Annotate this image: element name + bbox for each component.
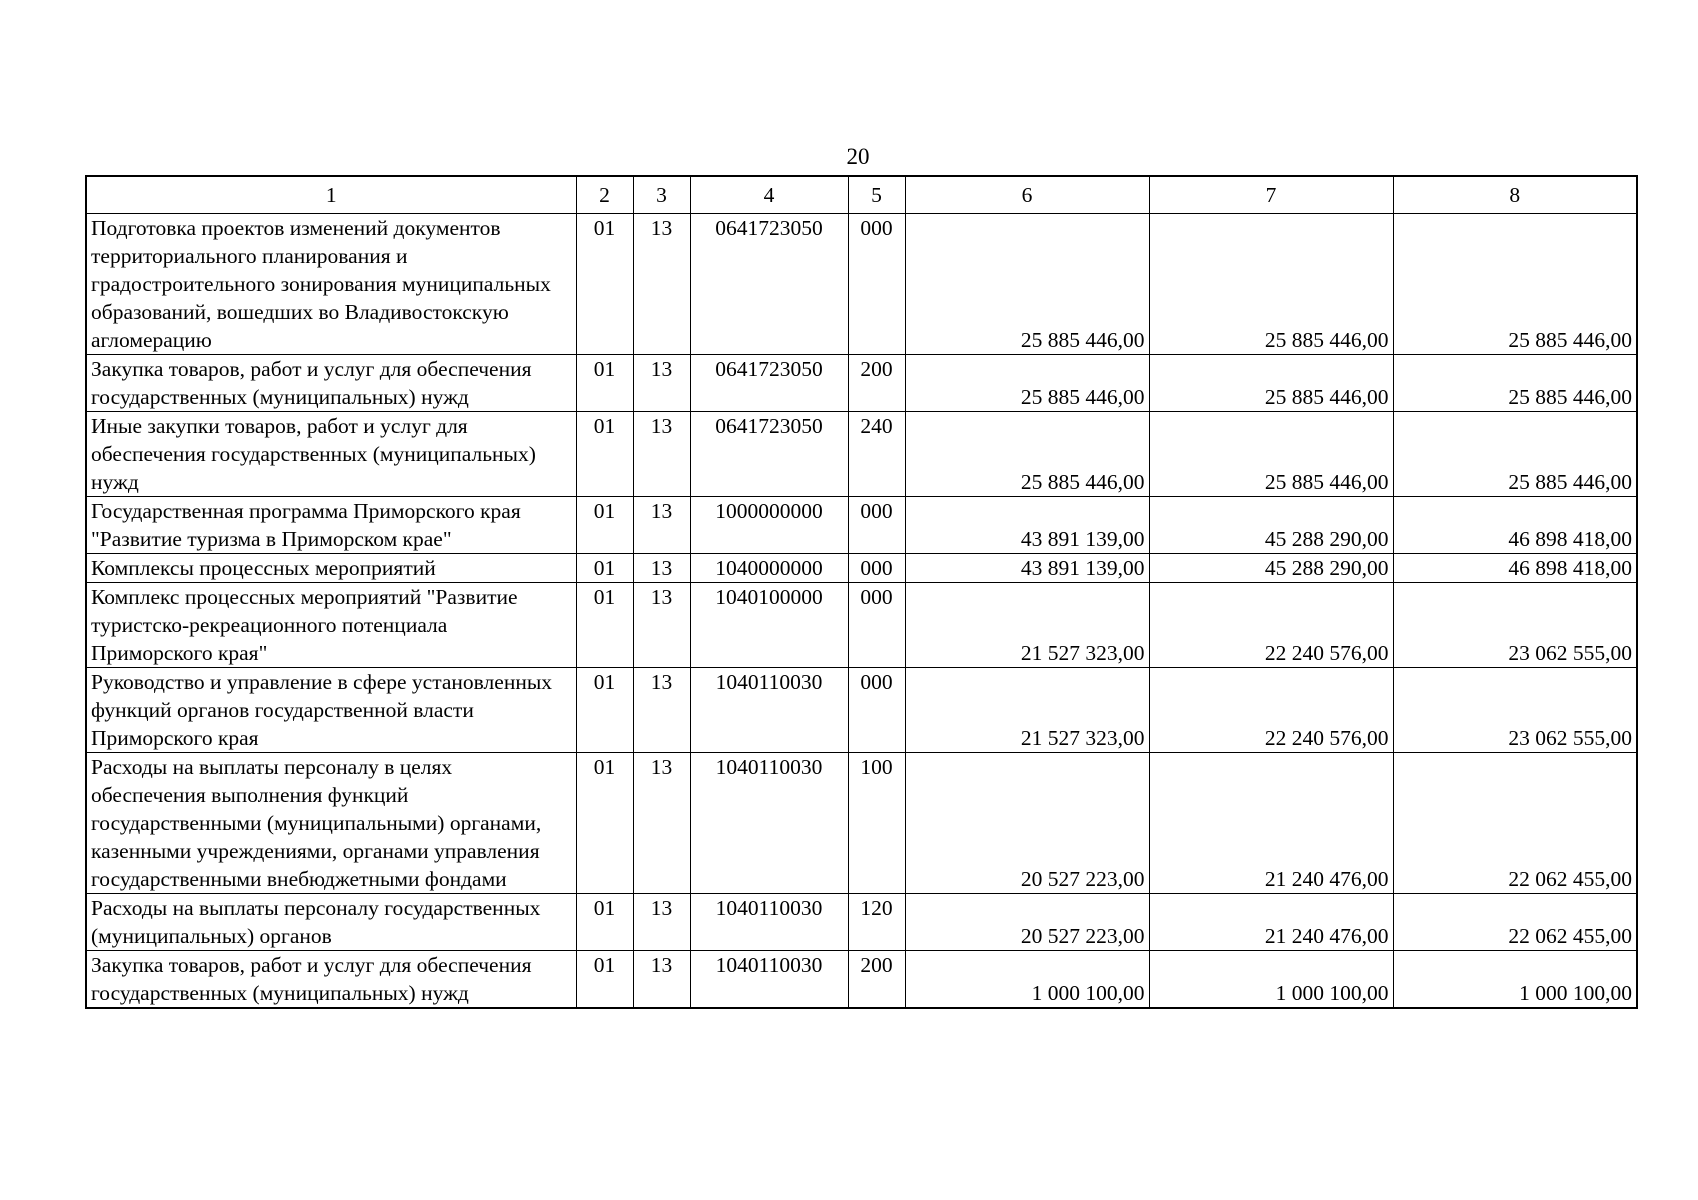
expense-name-cell: Расходы на выплаты персоналу государственных (муниципальных) органов <box>86 894 576 951</box>
chapter-code-cell: 01 <box>576 894 633 951</box>
subsection-code-cell: 13 <box>633 554 690 583</box>
amount-col8-cell: 23 062 555,00 <box>1393 583 1637 668</box>
amount-col7-cell: 25 885 446,00 <box>1149 214 1393 355</box>
expense-name-cell: Комплексы процессных мероприятий <box>86 554 576 583</box>
amount-col7-cell: 25 885 446,00 <box>1149 355 1393 412</box>
chapter-code-cell: 01 <box>576 753 633 894</box>
column-header-4: 4 <box>690 176 848 214</box>
subsection-code-cell: 13 <box>633 894 690 951</box>
expense-type-cell: 000 <box>848 583 905 668</box>
column-header-5: 5 <box>848 176 905 214</box>
chapter-code-cell: 01 <box>576 668 633 753</box>
chapter-code-cell: 01 <box>576 355 633 412</box>
expense-name-cell: Закупка товаров, работ и услуг для обеспечения государственных (муниципальных) нужд <box>86 355 576 412</box>
expense-type-cell: 000 <box>848 668 905 753</box>
target-article-cell: 0641723050 <box>690 412 848 497</box>
column-header-6: 6 <box>905 176 1149 214</box>
expense-name-cell: Руководство и управление в сфере установленных функций органов государственной власти Приморского края <box>86 668 576 753</box>
column-header-3: 3 <box>633 176 690 214</box>
page-number: 20 <box>846 144 870 169</box>
chapter-code-cell: 01 <box>576 412 633 497</box>
amount-col6-cell: 20 527 223,00 <box>905 753 1149 894</box>
expense-name-cell: Государственная программа Приморского края "Развитие туризма в Приморском крае" <box>86 497 576 554</box>
column-header-1: 1 <box>86 176 576 214</box>
chapter-code-cell: 01 <box>576 554 633 583</box>
amount-col8-cell: 22 062 455,00 <box>1393 753 1637 894</box>
amount-col6-cell: 43 891 139,00 <box>905 497 1149 554</box>
subsection-code-cell: 13 <box>633 355 690 412</box>
amount-col8-cell: 46 898 418,00 <box>1393 497 1637 554</box>
expense-type-cell: 000 <box>848 497 905 554</box>
target-article-cell: 1040000000 <box>690 554 848 583</box>
table-row <box>86 214 1637 355</box>
subsection-code-cell: 13 <box>633 668 690 753</box>
subsection-code-cell: 13 <box>633 214 690 355</box>
expense-type-cell: 100 <box>848 753 905 894</box>
expense-type-cell: 200 <box>848 355 905 412</box>
target-article-cell: 0641723050 <box>690 355 848 412</box>
target-article-cell: 1040110030 <box>690 753 848 894</box>
expense-type-cell: 000 <box>848 554 905 583</box>
table-header-row <box>86 176 1637 214</box>
amount-col7-cell: 21 240 476,00 <box>1149 753 1393 894</box>
expense-type-cell: 120 <box>848 894 905 951</box>
amount-col7-cell: 1 000 100,00 <box>1149 951 1393 1009</box>
budget-table <box>85 175 1638 1009</box>
amount-col7-cell: 22 240 576,00 <box>1149 583 1393 668</box>
expense-name-cell: Иные закупки товаров, работ и услуг для обеспечения государственных (муниципальных) нужд <box>86 412 576 497</box>
table-row <box>86 554 1637 583</box>
table-row <box>86 412 1637 497</box>
chapter-code-cell: 01 <box>576 951 633 1009</box>
column-header-2: 2 <box>576 176 633 214</box>
amount-col7-cell: 45 288 290,00 <box>1149 554 1393 583</box>
amount-col8-cell: 46 898 418,00 <box>1393 554 1637 583</box>
amount-col8-cell: 25 885 446,00 <box>1393 412 1637 497</box>
amount-col7-cell: 25 885 446,00 <box>1149 412 1393 497</box>
expense-name-cell: Закупка товаров, работ и услуг для обеспечения государственных (муниципальных) нужд <box>86 951 576 1009</box>
target-article-cell: 1040100000 <box>690 583 848 668</box>
table-row <box>86 583 1637 668</box>
chapter-code-cell: 01 <box>576 583 633 668</box>
subsection-code-cell: 13 <box>633 412 690 497</box>
target-article-cell: 1040110030 <box>690 668 848 753</box>
target-article-cell: 1040110030 <box>690 951 848 1009</box>
subsection-code-cell: 13 <box>633 497 690 554</box>
amount-col7-cell: 22 240 576,00 <box>1149 668 1393 753</box>
subsection-code-cell: 13 <box>633 583 690 668</box>
amount-col8-cell: 25 885 446,00 <box>1393 355 1637 412</box>
column-header-8: 8 <box>1393 176 1637 214</box>
expense-name-cell: Подготовка проектов изменений документов территориального планирования и градостроительного зонирования муниципальных образований, вошедших во Владивостокскую агломерацию <box>86 214 576 355</box>
amount-col6-cell: 25 885 446,00 <box>905 412 1149 497</box>
target-article-cell: 0641723050 <box>690 214 848 355</box>
amount-col8-cell: 1 000 100,00 <box>1393 951 1637 1009</box>
target-article-cell: 1000000000 <box>690 497 848 554</box>
amount-col6-cell: 21 527 323,00 <box>905 668 1149 753</box>
amount-col6-cell: 20 527 223,00 <box>905 894 1149 951</box>
amount-col6-cell: 43 891 139,00 <box>905 554 1149 583</box>
table-row <box>86 894 1637 951</box>
expense-type-cell: 200 <box>848 951 905 1009</box>
subsection-code-cell: 13 <box>633 951 690 1009</box>
amount-col8-cell: 22 062 455,00 <box>1393 894 1637 951</box>
amount-col6-cell: 25 885 446,00 <box>905 214 1149 355</box>
chapter-code-cell: 01 <box>576 214 633 355</box>
amount-col6-cell: 25 885 446,00 <box>905 355 1149 412</box>
target-article-cell: 1040110030 <box>690 894 848 951</box>
expense-name-cell: Расходы на выплаты персоналу в целях обеспечения выполнения функций государственными (муниципальными) органами, казенными учреждениями, органами управления государственными внебюджетными фондами <box>86 753 576 894</box>
column-header-7: 7 <box>1149 176 1393 214</box>
table-row <box>86 355 1637 412</box>
table-row <box>86 951 1637 1009</box>
amount-col6-cell: 1 000 100,00 <box>905 951 1149 1009</box>
table-row <box>86 753 1637 894</box>
amount-col7-cell: 45 288 290,00 <box>1149 497 1393 554</box>
amount-col8-cell: 23 062 555,00 <box>1393 668 1637 753</box>
expense-type-cell: 240 <box>848 412 905 497</box>
subsection-code-cell: 13 <box>633 753 690 894</box>
expense-type-cell: 000 <box>848 214 905 355</box>
table-row <box>86 668 1637 753</box>
amount-col8-cell: 25 885 446,00 <box>1393 214 1637 355</box>
table-row <box>86 497 1637 554</box>
amount-col7-cell: 21 240 476,00 <box>1149 894 1393 951</box>
chapter-code-cell: 01 <box>576 497 633 554</box>
amount-col6-cell: 21 527 323,00 <box>905 583 1149 668</box>
expense-name-cell: Комплекс процессных мероприятий "Развитие туристско-рекреационного потенциала Приморского края" <box>86 583 576 668</box>
